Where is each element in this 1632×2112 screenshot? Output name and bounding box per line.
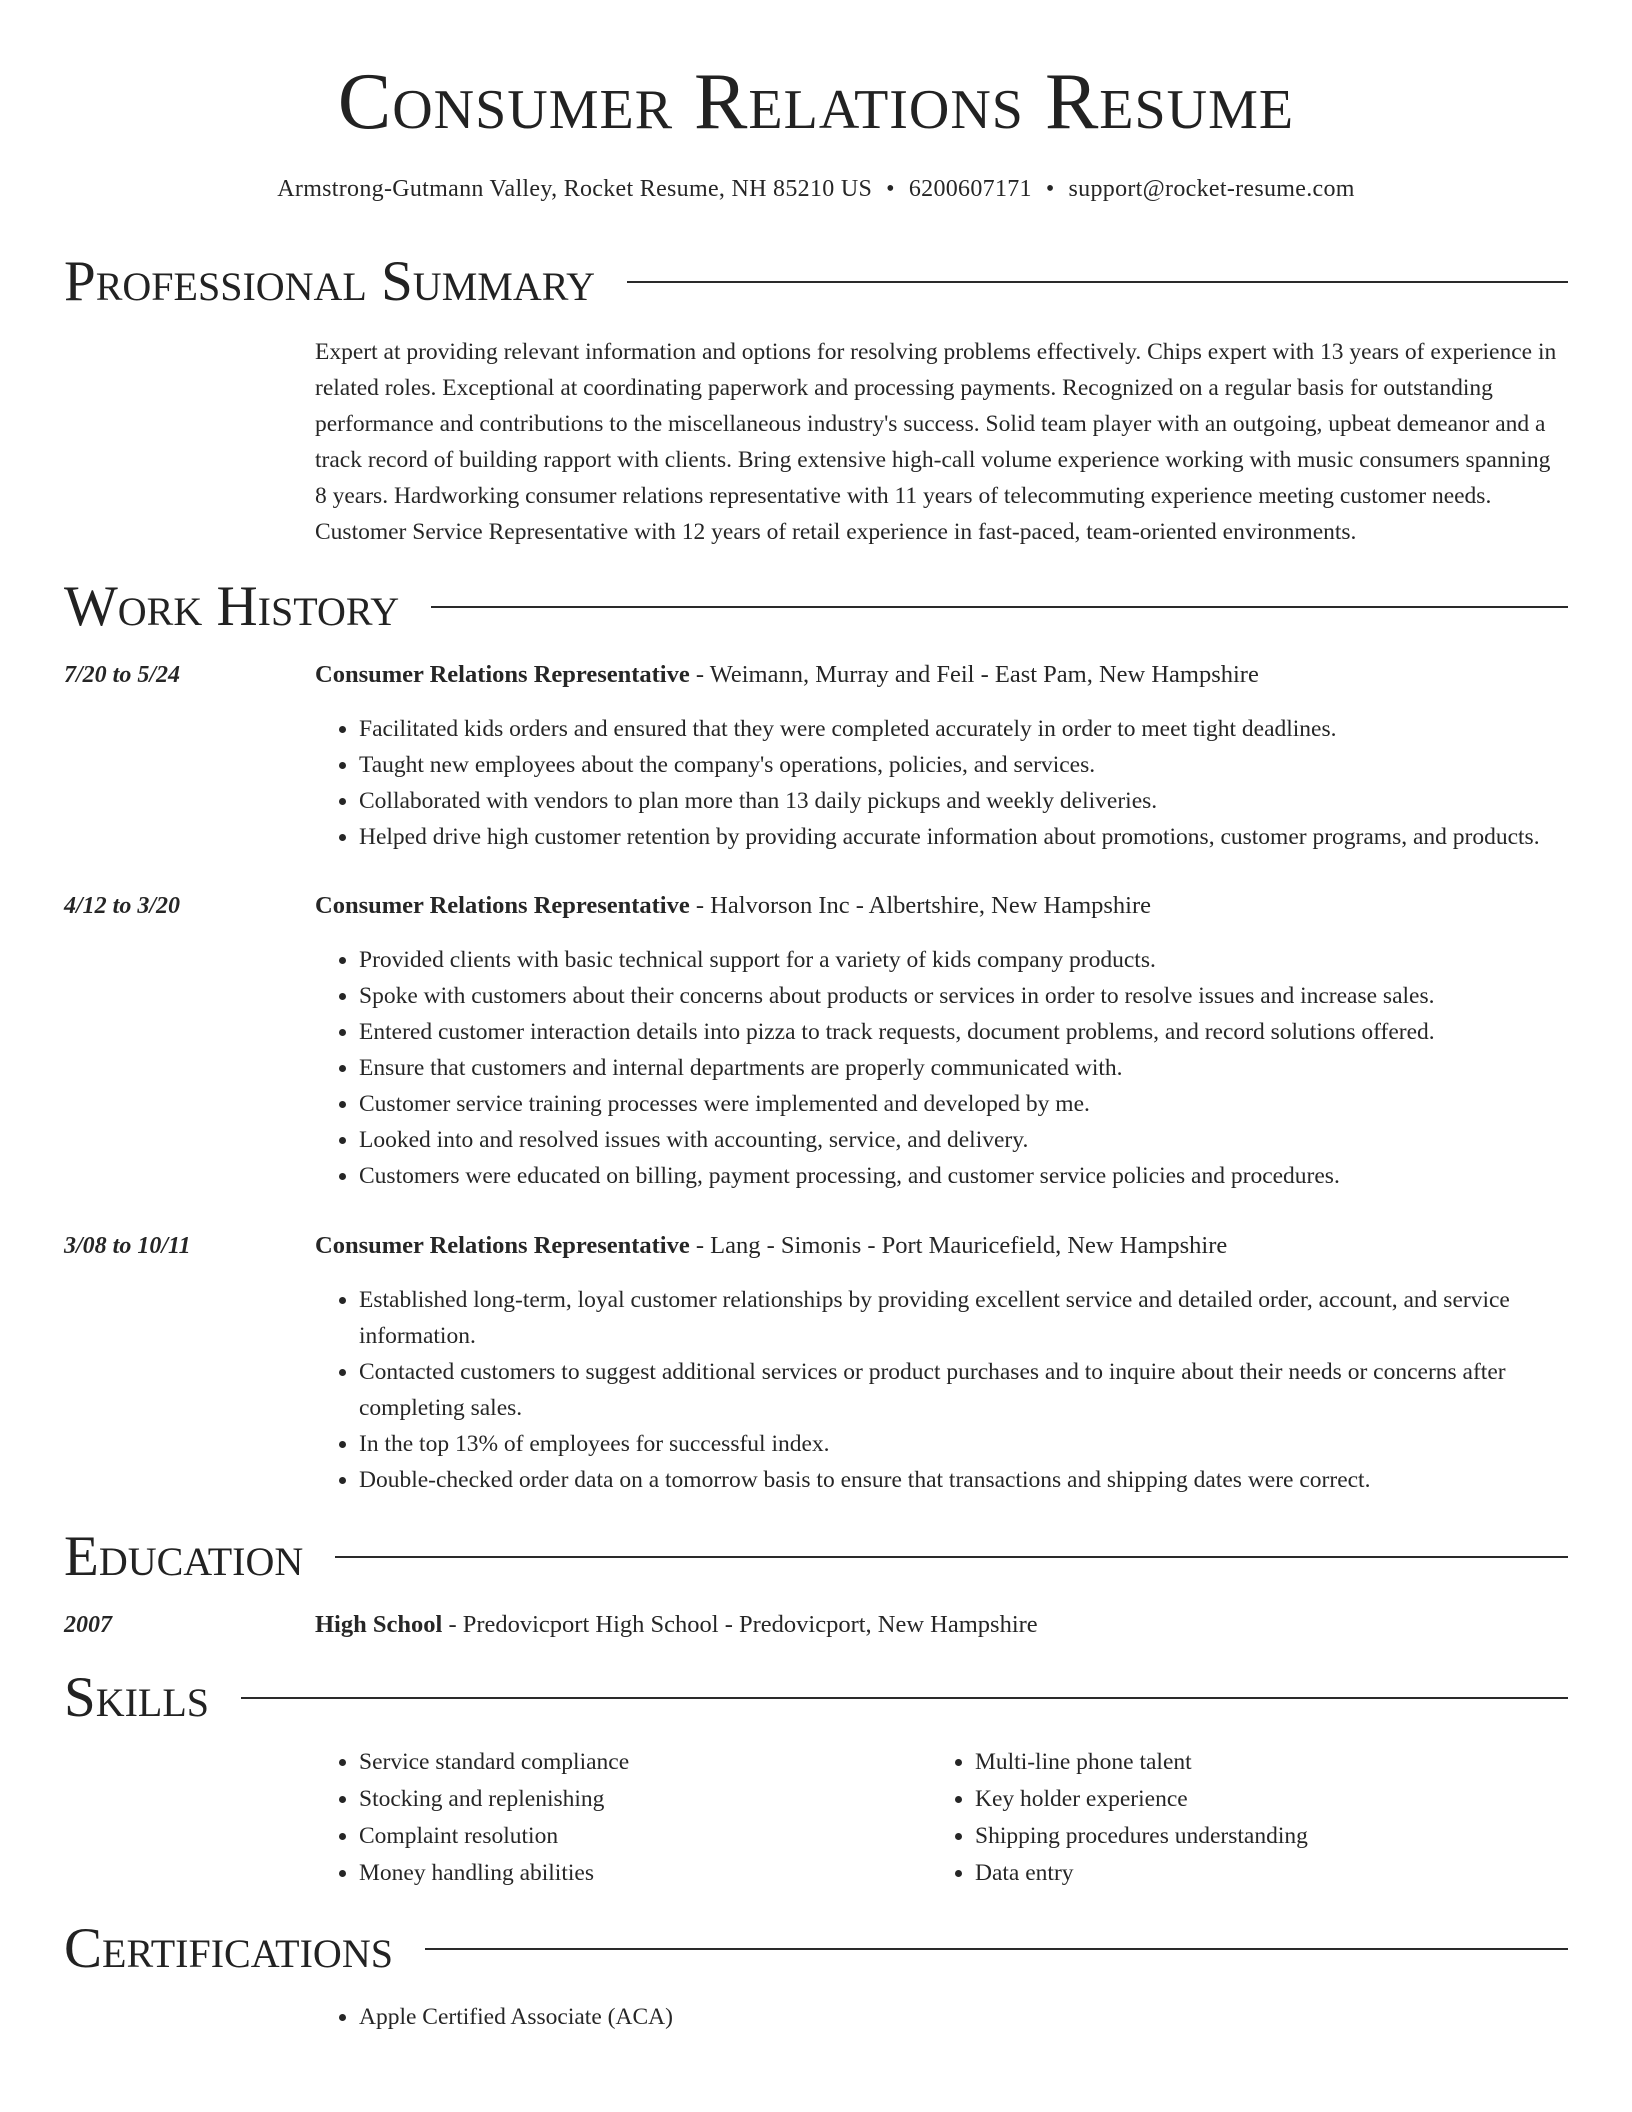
job-employer: - Weimann, Murray and Feil - East Pam, New Hampshire <box>689 661 1259 688</box>
job-dates: 7/20 to 5/24 <box>64 662 181 688</box>
certification-item: • Apple Certified Associate (ACA) <box>359 1999 1568 2035</box>
section-divider <box>241 1697 1568 1699</box>
section-heading-certifications <box>64 1917 1568 1980</box>
education-school: - Predovicport High School - Predovicport, New Hampshire <box>442 1611 1038 1638</box>
list-item: • In the top 13% of employees for successful index. <box>359 1426 1568 1462</box>
section-divider <box>425 1948 1568 1950</box>
education-heading <box>315 1607 1568 1643</box>
job-heading <box>315 888 1568 924</box>
list-item: • Provided clients with basic technical support for a variety of kids company products. <box>359 942 1568 978</box>
education-year: 2007 <box>64 1612 112 1638</box>
job-entry <box>64 888 1568 1194</box>
list-item: • Customer service training processes were implemented and developed by me. <box>359 1086 1568 1122</box>
skills-column-right <box>931 1744 1308 1892</box>
list-item: • Ensure that customers and internal departments are properly communicated with. <box>359 1050 1568 1086</box>
job-employer: - Halvorson Inc - Albertshire, New Hampshire <box>689 892 1152 919</box>
section-heading-label: Education <box>64 1525 304 1588</box>
skill-item: • Data entry <box>975 1855 1308 1892</box>
contact-phone: 6200607171 <box>908 176 1032 202</box>
section-divider <box>627 281 1568 283</box>
certifications-gutter <box>64 1999 315 2035</box>
job-entry <box>64 657 1568 855</box>
list-item: • Helped drive high customer retention by providing accurate information about promotions, customer programs, and products. <box>359 819 1568 855</box>
certifications-list <box>315 1999 1568 2035</box>
section-heading-education <box>64 1525 1568 1588</box>
skills-row <box>64 1726 1568 1892</box>
job-bullets <box>315 1282 1568 1498</box>
job-dates: 4/12 to 3/20 <box>64 893 181 919</box>
list-item: • Customers were educated on billing, payment processing, and customer service policies and procedures. <box>359 1158 1568 1194</box>
job-bullets <box>315 942 1568 1194</box>
skill-item: • Money handling abilities <box>359 1855 931 1892</box>
contact-line <box>64 176 1568 203</box>
job-title: Consumer Relations Representative <box>315 1232 690 1259</box>
contact-address: Armstrong-Gutmann Valley, Rocket Resume, NH 85210 US <box>277 176 873 202</box>
skill-item: • Multi-line phone talent <box>975 1744 1308 1781</box>
contact-separator: • <box>1045 176 1055 202</box>
section-heading-summary <box>64 250 1568 313</box>
job-employer: - Lang - Simonis - Port Mauricefield, New Hampshire <box>689 1232 1228 1259</box>
list-item: • Looked into and resolved issues with accounting, service, and delivery. <box>359 1122 1568 1158</box>
skill-item: • Stocking and replenishing <box>359 1781 931 1818</box>
list-item: • Spoke with customers about their concerns about products or services in order to resolve issues and increase sales. <box>359 978 1568 1014</box>
section-heading-label: Certifications <box>64 1917 393 1980</box>
job-dates: 3/08 to 10/11 <box>64 1233 191 1259</box>
section-heading-label: Professional Summary <box>64 250 596 313</box>
skills-columns <box>315 1744 1568 1892</box>
list-item: • Facilitated kids orders and ensured that they were completed accurately in order to meet tight deadlines. <box>359 711 1568 747</box>
section-divider <box>335 1556 1568 1558</box>
contact-separator: • <box>886 176 895 202</box>
list-item: • Established long-term, loyal customer relationships by providing excellent service and detailed order, account, and service information. <box>359 1282 1568 1354</box>
job-heading <box>315 1228 1568 1264</box>
contact-email[interactable]: support@rocket-resume.com <box>1068 176 1355 202</box>
job-bullets <box>315 711 1568 855</box>
skills-gutter <box>64 1726 315 1892</box>
resume-title: Consumer Relations Resume <box>337 58 1295 146</box>
skill-item: • Key holder experience <box>975 1781 1308 1818</box>
skill-item: • Shipping procedures understanding <box>975 1818 1308 1855</box>
skills-column-left <box>315 1744 931 1892</box>
list-item: • Entered customer interaction details into pizza to track requests, document problems, and record solutions offered. <box>359 1014 1568 1050</box>
summary-row <box>64 334 1568 550</box>
section-heading-label: Work History <box>64 575 400 638</box>
list-item: • Taught new employees about the company's operations, policies, and services. <box>359 747 1568 783</box>
section-heading-skills <box>64 1666 1568 1729</box>
section-heading-work-history <box>64 575 1568 638</box>
job-title: Consumer Relations Representative <box>315 892 690 919</box>
skill-item: • Complaint resolution <box>359 1818 931 1855</box>
job-heading <box>315 657 1568 693</box>
summary-gutter <box>64 334 315 550</box>
job-entry <box>64 1228 1568 1498</box>
section-divider <box>431 606 1568 608</box>
skill-item: • Service standard compliance <box>359 1744 931 1781</box>
education-entry <box>64 1607 1568 1643</box>
education-degree: High School <box>315 1611 443 1638</box>
list-item: • Collaborated with vendors to plan more than 13 daily pickups and weekly deliveries. <box>359 783 1568 819</box>
list-item: • Double-checked order data on a tomorrow basis to ensure that transactions and shipping dates were correct. <box>359 1462 1568 1498</box>
certifications-row <box>64 1999 1568 2035</box>
section-heading-label: Skills <box>64 1666 210 1729</box>
list-item: • Contacted customers to suggest additional services or product purchases and to inquire about their needs or concerns after completing sales. <box>359 1354 1568 1426</box>
job-title: Consumer Relations Representative <box>315 661 690 688</box>
summary-text: Expert at providing relevant information and options for resolving problems effectively. Chips expert with 13 years of experience in related roles. Exceptional at coordinating paperwork and processing payments. Recognized on a regular basis for outstanding performance and contributions to the miscellaneous industry's success. Solid team player with an outgoing, upbeat demeanor and a track record of building rapport with clients. Bring extensive high-call volume experience working with music consumers spanning 8 years. Hardworking consumer relations representative with 11 years of telecommuting experience meeting customer needs. Customer Service Representative with 12 years of retail experience in fast-paced, team-oriented environments. <box>315 339 1557 545</box>
